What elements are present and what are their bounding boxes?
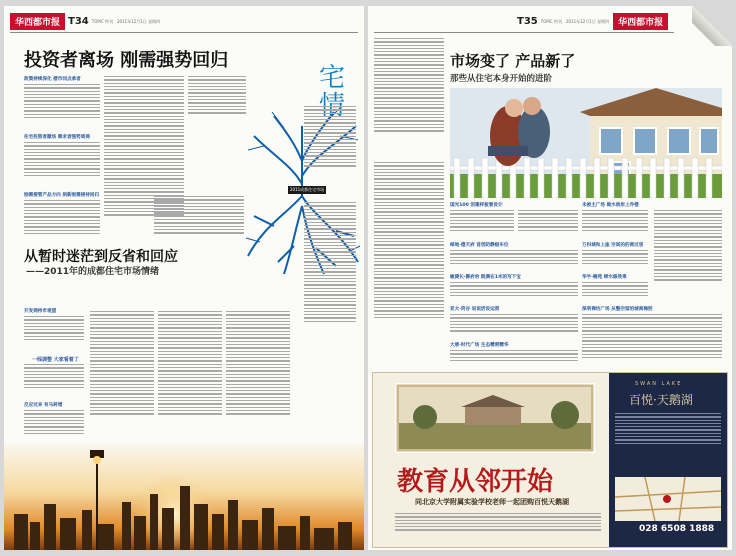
article-column — [374, 38, 444, 158]
subhead: 国光100 创建样板看设计 — [450, 203, 503, 208]
main-headline: 投资者离场 刚需强势回归 — [24, 50, 229, 71]
subhead: 万科城和上座 空间的的商过居 — [582, 243, 644, 248]
article-column — [582, 250, 648, 270]
article-column — [450, 314, 578, 338]
article-column — [188, 76, 246, 126]
issue-date: 2011年12月1日 星期四 — [566, 18, 610, 24]
subhead: 保利禅坊广场 从整空留的城商梅别 — [582, 307, 653, 312]
real-estate-ad[interactable] — [372, 372, 728, 548]
article-column — [158, 311, 222, 441]
right-page — [368, 6, 732, 550]
article-column — [518, 210, 578, 238]
left-masthead — [10, 12, 160, 30]
article-column — [24, 410, 84, 444]
subhead: 刚需接管产品方向 刻新刚需接待回归 — [24, 193, 100, 198]
article-column — [450, 350, 578, 368]
article-column — [24, 142, 100, 188]
newspaper-logo: 华西都市报 — [613, 13, 668, 30]
article-column — [304, 202, 356, 352]
page-number: T35 — [517, 15, 538, 27]
left-page — [4, 6, 364, 550]
ad-location-map — [615, 477, 721, 521]
article-column — [226, 311, 290, 441]
article-column — [374, 162, 444, 362]
masthead-rule — [10, 32, 358, 33]
subhead: 未被主广场 做水滨岸上乔楼 — [582, 203, 639, 208]
article-column — [450, 282, 578, 302]
article-column — [24, 84, 100, 130]
subhead: 政策持续深化 楼市回点承者 — [24, 77, 81, 82]
second-headline: 从暂时迷茫到反省和回应 — [24, 249, 178, 265]
issue-date: 2011年12月1日 星期四 — [117, 18, 161, 24]
article-column — [450, 250, 578, 270]
ad-scenery-photo — [395, 383, 595, 453]
subhead: 开发商持市观望 — [24, 309, 57, 314]
masthead-rule — [374, 32, 674, 33]
article-column — [24, 364, 84, 398]
article-column — [154, 196, 244, 246]
vertical-feature-title: 宅 — [318, 63, 345, 93]
article-column — [304, 106, 356, 186]
ad-brand-name: 百悦·天鹅湖 — [629, 393, 693, 407]
newspaper-logo: 华西都市报 — [10, 13, 65, 30]
subhead: 敏捷长·御府府 既满在1米的写下宝 — [450, 275, 521, 280]
ad-fineprint — [395, 513, 601, 543]
ad-slogan: 教育从邻开始 — [397, 467, 554, 497]
main-headline: 市场变了 产品新了 — [450, 52, 576, 70]
subhead: 一线调整 大家看着了 — [32, 357, 79, 363]
subhead: 反应过来 有马转增 — [24, 403, 63, 408]
article-column — [654, 210, 722, 300]
feature-tag: 2011成都住宅市场 — [290, 187, 325, 192]
subhead: 大唐·时代广场 生态精密精华 — [450, 343, 509, 348]
ad-phone[interactable]: 028 6508 1888 — [636, 523, 717, 535]
ad-subline: 同北京大学附属实验学校老师一起团购百悦天鹅湖 — [415, 498, 569, 506]
article-column — [24, 316, 84, 350]
couple-house-photo — [450, 88, 722, 198]
page-curl — [692, 6, 732, 46]
subhead: 绿地·德天府 首创防静级车位 — [450, 243, 509, 248]
right-masthead — [514, 12, 668, 30]
article-column — [582, 314, 722, 368]
article-column — [450, 210, 514, 238]
subhead: 亚大·同谷 说说活设运资 — [450, 307, 500, 312]
ad-brand-panel — [609, 373, 727, 547]
article-column — [582, 210, 648, 238]
article-column — [24, 200, 100, 246]
subhead: 住宅投资者撤场 需求者强势周商 — [24, 135, 90, 140]
second-subtitle: ——2011年的成都住宅市场情绪 — [26, 267, 160, 277]
skyline-photo — [4, 444, 364, 550]
subtitle: 那些从住宅本身开始的进阶 — [450, 74, 553, 84]
section-tag: TOPIC 特刊 — [540, 18, 562, 24]
article-column — [90, 311, 154, 441]
ad-brand-en: SWAN LAKE — [635, 381, 683, 387]
page-number: T34 — [68, 15, 89, 27]
article-column — [582, 282, 648, 302]
subhead: 华宇·楠苑 缔水修效果 — [582, 275, 627, 280]
section-tag: TOPIC 特刊 — [91, 18, 114, 24]
